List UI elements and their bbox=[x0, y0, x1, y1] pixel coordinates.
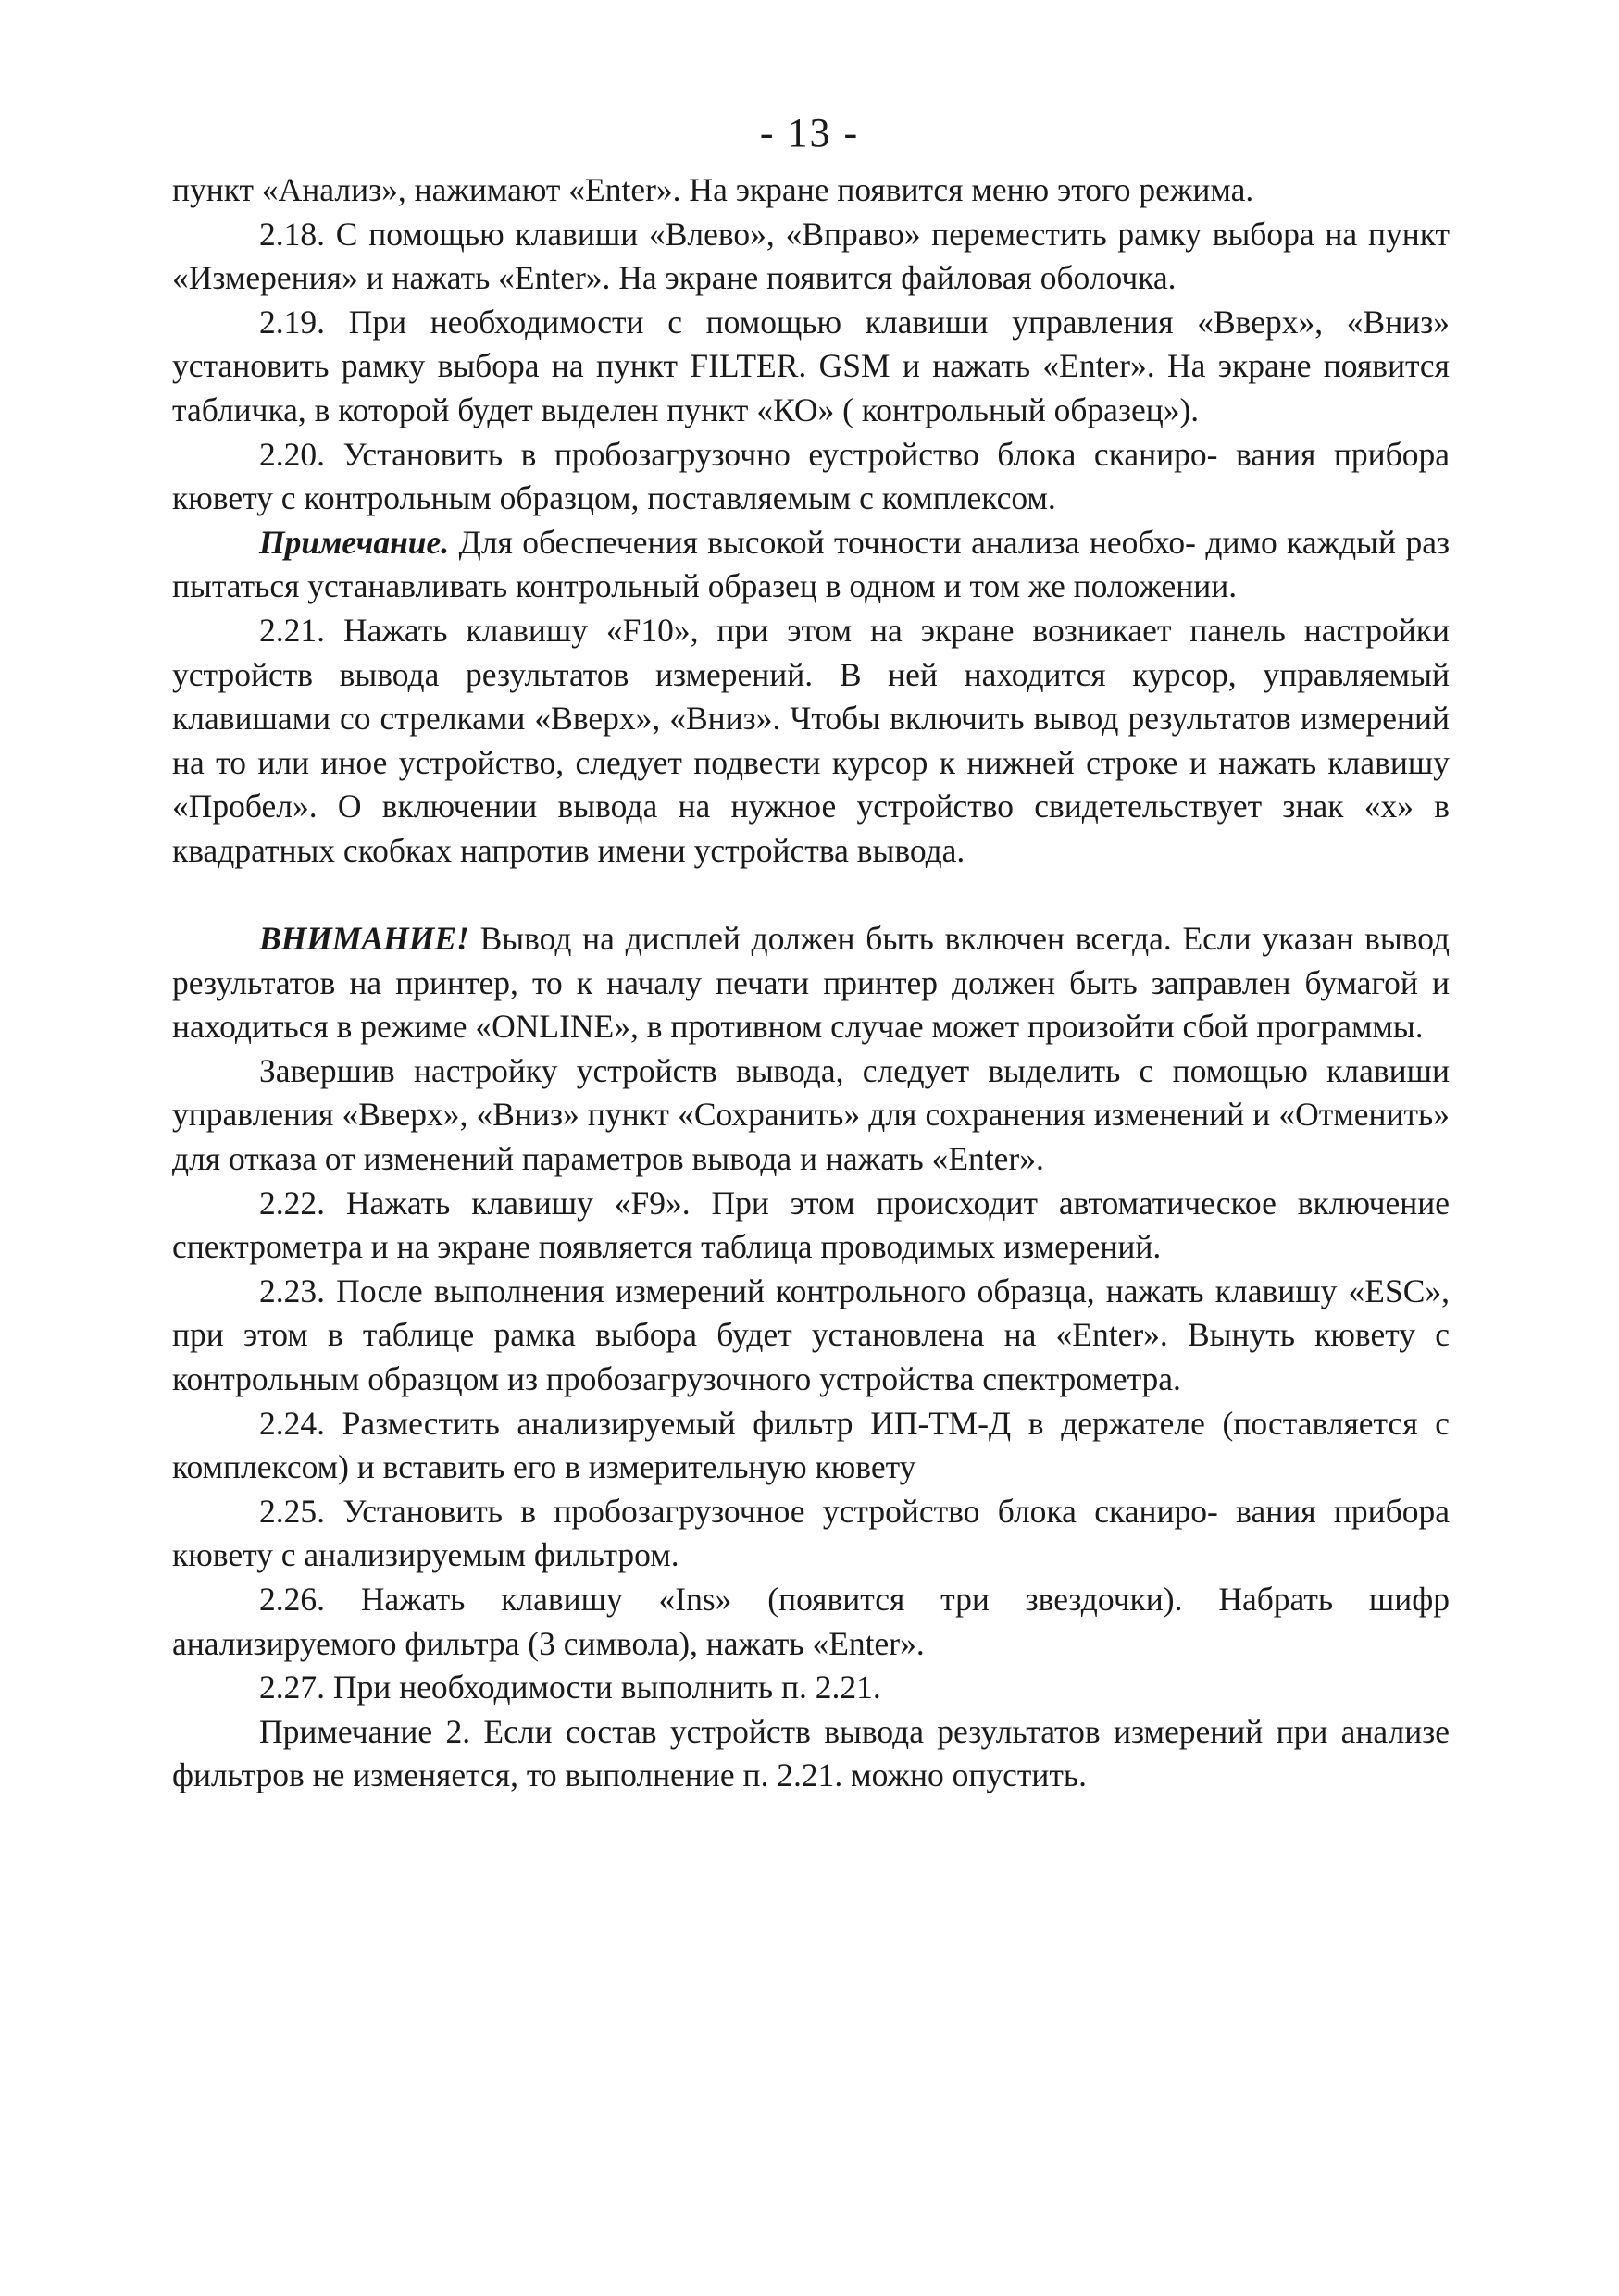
note-paragraph bbox=[172, 521, 1450, 609]
paragraph-note-2: Примечание 2. Если состав устройств вывода результатов измерений при анализе фильтров не изменяется, то выполнение п. 2.21. можно опустить. bbox=[172, 1712, 1450, 1794]
paragraph-2-22: 2.22. Нажать клавишу «F9». При этом происходит автоматическое включение спектрометра и на экране появляется таблица проводимых измерений. bbox=[172, 1184, 1450, 1266]
paragraph-2-24: 2.24. Разместить анализируемый фильтр ИП-ТМ-Д в держателе (поставляется с комплексом) и вставить его в измерительную кювету bbox=[172, 1404, 1450, 1486]
warning-label: ВНИМАНИЕ! bbox=[259, 920, 469, 958]
paragraph-finish-setup: Завершив настройку устройств вывода, следует выделить с помощью клавиши управления «Вверх», «Вниз» пункт «Сохранить» для сохранения изменений и «Отменить» для отказа от изменений параметров вывода и нажать «Enter». bbox=[172, 1051, 1450, 1178]
warning-paragraph bbox=[172, 917, 1450, 1049]
paragraph-2-20: 2.20. Установить в пробозагрузочно еустройство блока сканиро- вания прибора кювету с контрольным образцом, поставляемым с комплексом. bbox=[172, 435, 1450, 517]
paragraph-2-19: 2.19. При необходимости с помощью клавиши управления «Вверх», «Вниз» установить рамку выбора на пункт FILTER. GSM и нажать «Enter». На экране появится табличка, в которой будет выделен пункт «КО» ( контрольный образец»). bbox=[172, 303, 1450, 428]
paragraph-2-25: 2.25. Установить в пробозагрузочное устройство блока сканиро- вания прибора кювету с анализируемым фильтром. bbox=[172, 1492, 1450, 1574]
note-label: Примечание. bbox=[259, 523, 450, 561]
note-text: Для обеспечения высокой точности анализа необхо- димо каждый раз пытаться устанавливать контрольный образец в одном и том же положении. bbox=[172, 523, 1450, 605]
paragraph-2-18: 2.18. С помощью клавиши «Влево», «Вправо» переместить рамку выбора на пункт «Измерения» и нажать «Enter». На экране появится файловая оболочка. bbox=[172, 215, 1450, 297]
warning-text: Вывод на дисплей должен быть включен всегда. Если указан вывод результатов на принтер, то к началу печати принтер должен быть заправлен бумагой и находиться в режиме «ONLINE», в противном случае может произойти сбой программы. bbox=[172, 920, 1450, 1046]
paragraph-2-23: 2.23. После выполнения измерений контрольного образца, нажать клавишу «ESC», при этом в таблице рамка выбора будет установлена на «Enter». Вынуть кювету с контрольным образцом из пробозагрузочного устройства спектрометра. bbox=[172, 1272, 1450, 1398]
paragraph-2-26: 2.26. Нажать клавишу «Ins» (появится три звездочки). Набрать шифр анализируемого фильтра (3 символа), нажать «Enter». bbox=[172, 1581, 1450, 1662]
paragraph-intro: пункт «Анализ», нажимают «Enter». На экране появится меню этого режима. bbox=[172, 171, 1254, 208]
paragraph-2-27: 2.27. При необходимости выполнить п. 2.21. bbox=[259, 1669, 881, 1706]
paragraph-2-21: 2.21. Нажать клавишу «F10», при этом на экране возникает панель настройки устройств вывода результатов измерений. В ней находится курсор, управляемый клавишами со стрелками «Вверх», «Вниз». Чтобы включить вывод результатов измерений на то или иное устройство, следует подвести курсор к нижней строке и нажать клавишу «Пробел». О включении вывода на нужное устройство свидетельствует знак «х» в квадратных скобках напротив имени устройства вывода. bbox=[172, 611, 1450, 869]
body-text bbox=[172, 168, 1450, 1798]
page-number: - 13 - bbox=[759, 110, 860, 155]
